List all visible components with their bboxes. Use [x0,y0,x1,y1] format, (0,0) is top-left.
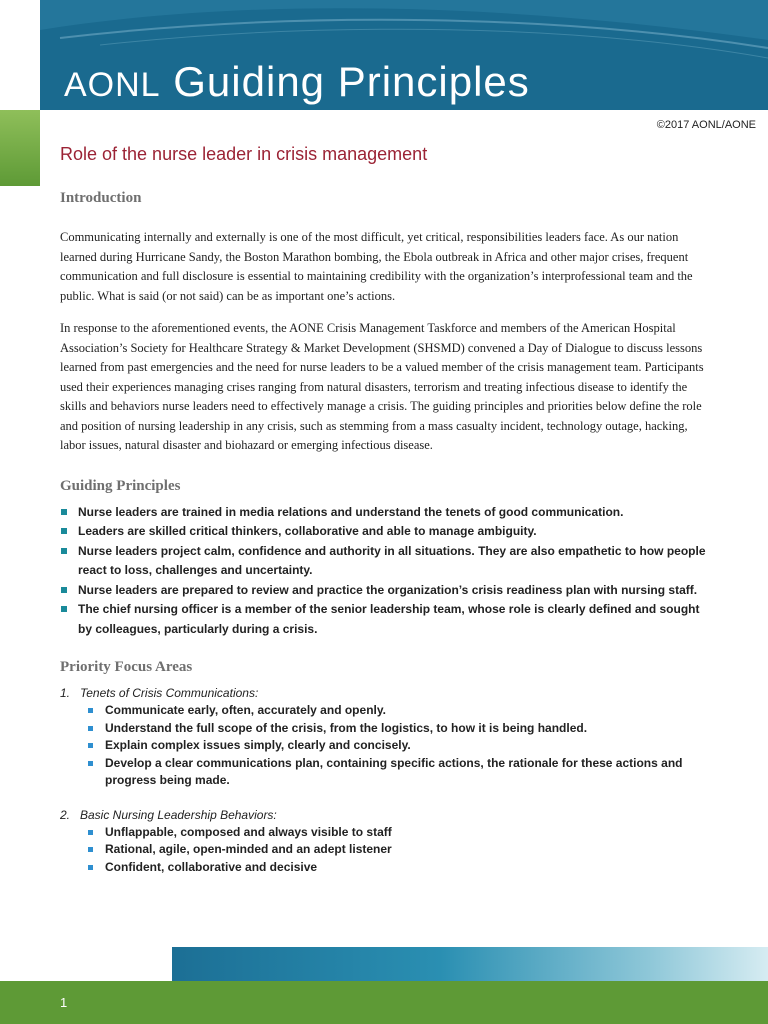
title-main: Guiding Principles [173,58,530,105]
content [60,190,710,876]
priority-section-2-list [87,824,710,877]
page-title [64,58,530,106]
section-number: 1. [60,686,71,700]
priority-section-1-list [87,702,710,790]
green-tab [0,110,40,186]
page-number: 1 [60,995,68,1010]
intro-paragraph-1: Communicating internally and externally is one of the most difficult, yet critical, responsibilities leaders face. As our nation learned during Hurricane Sandy, the Boston Marathon bombing, the Ebola outbreak in Africa and other major crises, frequent communication and full disclosure is essential to maintaining credibility with the organization’s interprofessional team and the public. What is said (or not said) can be as important one’s actions. [60,230,693,303]
subtitle: Role of the nurse leader in crisis management [60,144,428,164]
priority-heading: Priority Focus Areas [60,659,193,675]
guiding-item: Nurse leaders are trained in media relations and understand the tenets of good communication. [60,503,710,523]
priority-item: Develop a clear communications plan, containing specific actions, the rationale for these actions and progress being made. [87,755,710,790]
guiding-item: Nurse leaders project calm, confidence and authority in all situations. They are also empathetic to how people react to loss, challenges and uncertainty. [60,542,710,581]
guiding-item: Nurse leaders are prepared to review and practice the organization’s crisis readiness plan with nursing staff. [60,581,710,601]
footer-band [172,947,768,981]
priority-item: Rational, agile, open-minded and an adept listener [87,841,710,859]
header-left-strip [0,0,40,110]
guiding-heading: Guiding Principles [60,477,181,494]
intro-paragraph-2: In response to the aforementioned events, the AONE Crisis Management Taskforce and members of the American Hospital Association’s Society for Healthcare Strategy & Market Development (SHSMD) convened a Day of Dialogue to discuss lessons learned from past emergencies and the need for nurse leaders to be a valued member of the crisis management team. Participants used their experiences managing crises ranging from natural disasters, terrorism and treating infectious disease to identify the skills and behaviors nurse leaders need to effectively manage a crisis. The guiding principles and priorities below define the role and position of nursing leadership in any crisis, such as stemming from a mass casualty incident, technology outage, hacking, labor issues, natural disaster and biohazard or emerging infectious disease. [60,321,704,452]
section-title: Tenets of Crisis Communications: [80,686,259,700]
footer [0,981,768,1024]
section-number: 2. [60,807,71,822]
priority-item: Explain complex issues simply, clearly and concisely. [87,737,710,755]
priority-item: Unflappable, composed and always visible to staff [87,824,710,842]
guiding-item: Leaders are skilled critical thinkers, collaborative and able to manage ambiguity. [60,522,710,542]
guiding-list [60,503,710,640]
priority-section-2-title [60,806,710,824]
copyright: ©2017 AONL/AONE [656,119,756,131]
intro-heading: Introduction [60,190,142,206]
title-prefix: AONL [64,66,161,104]
guiding-item: The chief nursing officer is a member of the senior leadership team, whose role is clearly defined and sought by colleagues, particularly during a crisis. [60,600,710,639]
section-title: Basic Nursing Leadership Behaviors: [80,807,277,822]
priority-item: Understand the full scope of the crisis, from the logistics, to how it is being handled. [87,720,710,738]
priority-item: Communicate early, often, accurately and openly. [87,702,710,720]
priority-item: Confident, collaborative and decisive [87,859,710,877]
priority-section-1-title [60,684,710,702]
header-banner [0,0,768,110]
